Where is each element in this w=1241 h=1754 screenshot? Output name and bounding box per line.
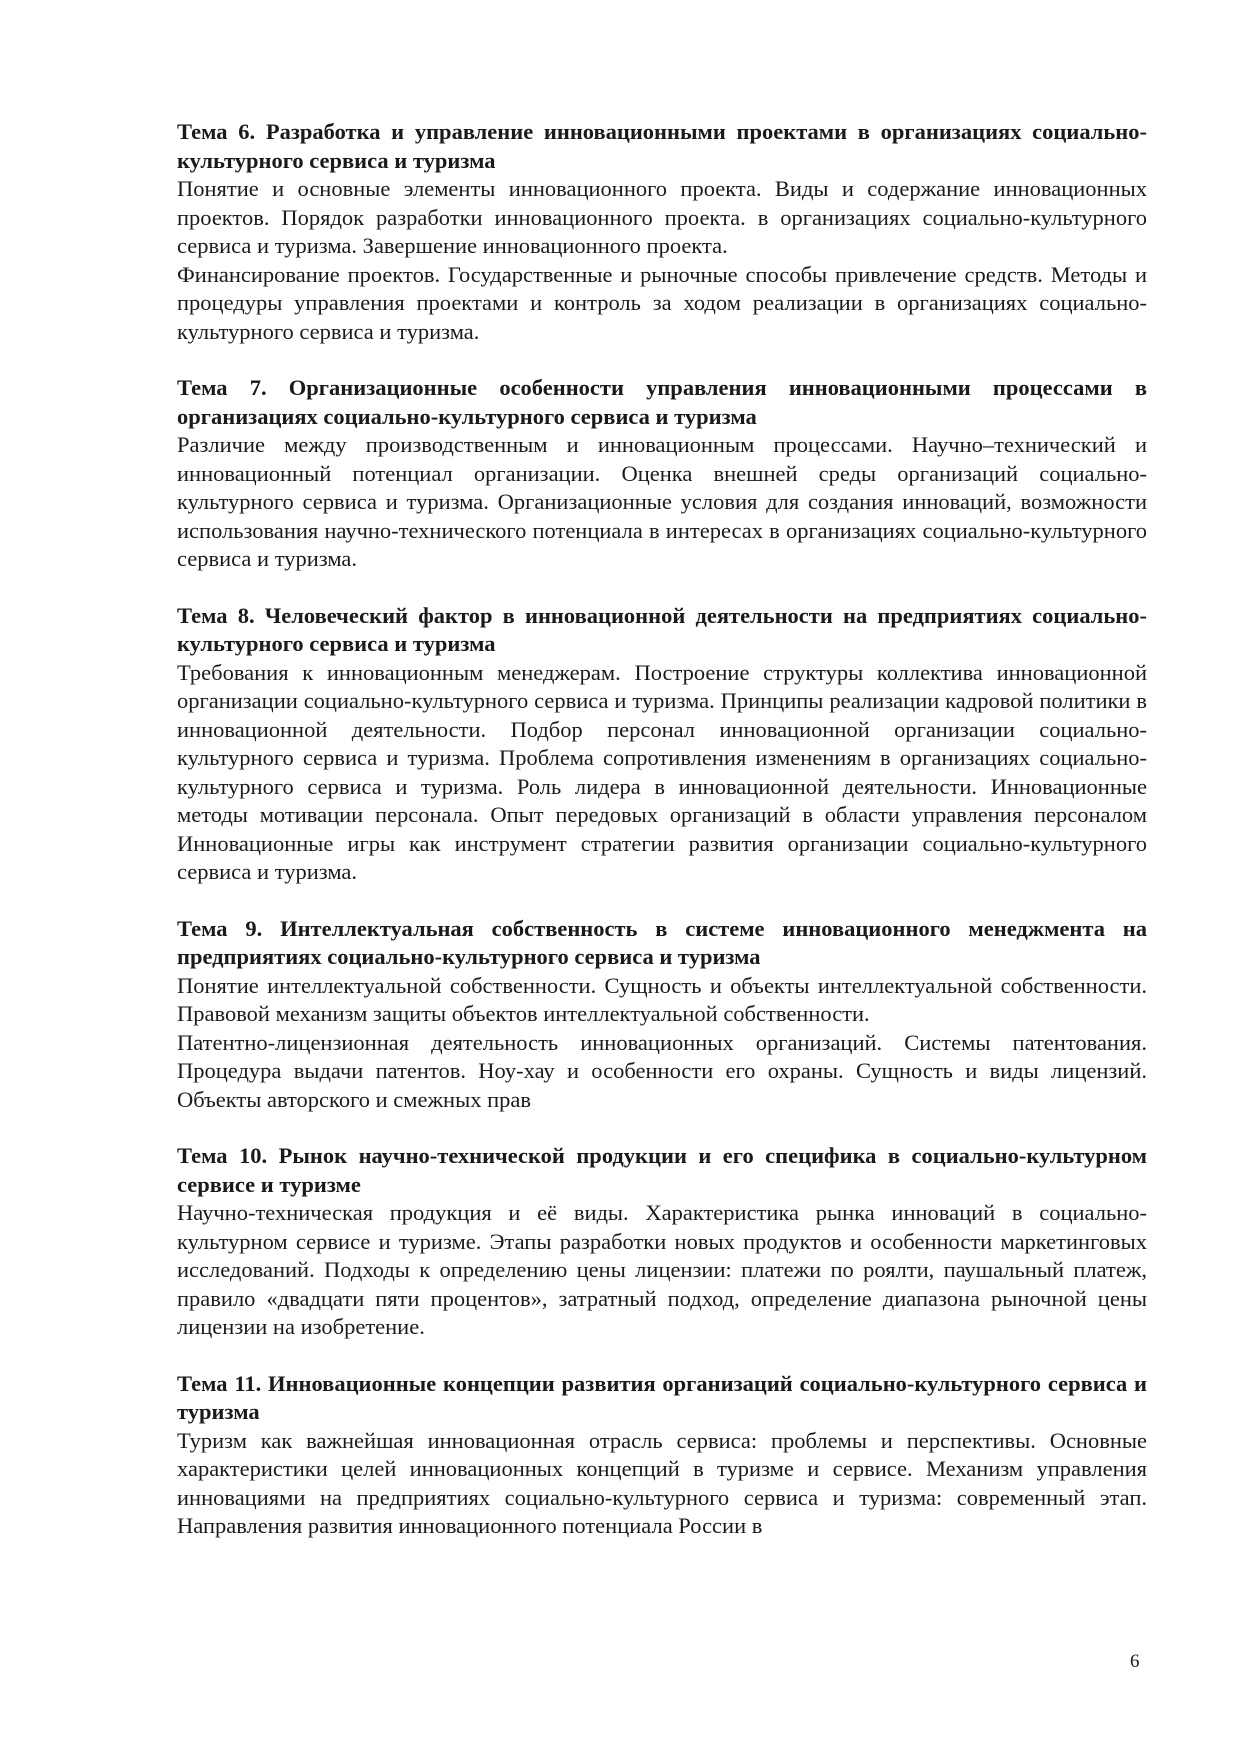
topic-9-paragraph-1: Понятие интеллектуальной собственности. Сущность и объекты интеллектуальной собственности. Правовой механизм защиты объектов интеллектуальной собственности.: [177, 972, 1147, 1026]
page-number: 6: [1130, 1651, 1140, 1672]
topic-7-heading: Тема 7. Организационные особенности управления инновационными процессами в организациях социально-культурного сервиса и туризма: [177, 375, 1147, 429]
topic-8-paragraph-1: Требования к инновационным менеджерам. Построение структуры коллектива инновационной организации социально-культурного сервиса и туризма. Принципы реализации кадровой политики в инновационной деятельности. Подбор персонал инновационной организации социально-культурного сервиса и туризма. Проблема сопротивления изменениям в организациях социально-культурного сервиса и туризма. Роль лидера в инновационной деятельности. Инновационные методы мотивации персонала. Опыт передовых организаций в области управления персоналом Инновационные игры как инструмент стратегии развития организации социально-культурного сервиса и туризма.: [177, 659, 1147, 884]
topic-11-heading: Тема 11. Инновационные концепции развития организаций социально-культурного сервиса и туризма: [177, 1370, 1147, 1424]
topic-8-heading: Тема 8. Человеческий фактор в инновационной деятельности на предприятиях социально-культурного сервиса и туризма: [177, 602, 1147, 656]
topic-10-section: [177, 1142, 1147, 1342]
document-page: [177, 118, 1147, 1569]
topic-6-paragraph-1: Понятие и основные элементы инновационного проекта. Виды и содержание инновационных проектов. Порядок разработки инновационного проекта. в организациях социально-культурного сервиса и туризма. Завершение инновационного проекта.: [177, 176, 1147, 258]
topic-11-paragraph-1: Туризм как важнейшая инновационная отрасль сервиса: проблемы и перспективы. Основные характеристики целей инновационных концепций в туризме и сервисе. Механизм управления инновациями на предприятиях социально-культурного сервиса и туризма: современный этап. Направления развития инновационного потенциала России в: [177, 1427, 1147, 1538]
topic-9-heading: Тема 9. Интеллектуальная собственность в системе инновационного менеджмента на предприятиях социально-культурного сервиса и туризма: [177, 915, 1147, 969]
topic-10-heading: Тема 10. Рынок научно-технической продукции и его специфика в социально-культурном сервисе и туризме: [177, 1143, 1147, 1197]
topic-8-section: [177, 602, 1147, 887]
topic-9-paragraph-2: Патентно-лицензионная деятельность инновационных организаций. Системы патентования. Процедура выдачи патентов. Ноу-хау и особенности его охраны. Сущность и виды лицензий. Объекты авторского и смежных прав: [177, 1029, 1147, 1112]
topic-6-heading: Тема 6. Разработка и управление инновационными проектами в организациях социально-культурного сервиса и туризма: [177, 119, 1147, 173]
topic-7-section: [177, 374, 1147, 574]
topic-9-section: [177, 915, 1147, 1115]
topic-10-paragraph-1: Научно-техническая продукция и её виды. Характеристика рынка инноваций в социально-культурном сервисе и туризме. Этапы разработки новых продуктов и особенности маркетинговых исследований. Подходы к определению цены лицензии: платежи по роялти, паушальный платеж, правило «двадцати пяти процентов», затратный подход, определение диапазона рыночной цены лицензии на изобретение.: [177, 1200, 1147, 1339]
topic-6-paragraph-2: Финансирование проектов. Государственные и рыночные способы привлечение средств. Методы и процедуры управления проектами и контроль за ходом реализации в организациях социально-культурного сервиса и туризма.: [177, 261, 1147, 344]
topic-6-section: [177, 118, 1147, 346]
topic-7-paragraph-1: Различие между производственным и инновационным процессами. Научно–технический и инновационный потенциал организации. Оценка внешней среды организаций социально-культурного сервиса и туризма. Организационные условия для создания инноваций, возможности использования научно-технического потенциала в интересах в организациях социально-культурного сервиса и туризма.: [177, 432, 1147, 571]
topic-11-section: [177, 1370, 1147, 1541]
